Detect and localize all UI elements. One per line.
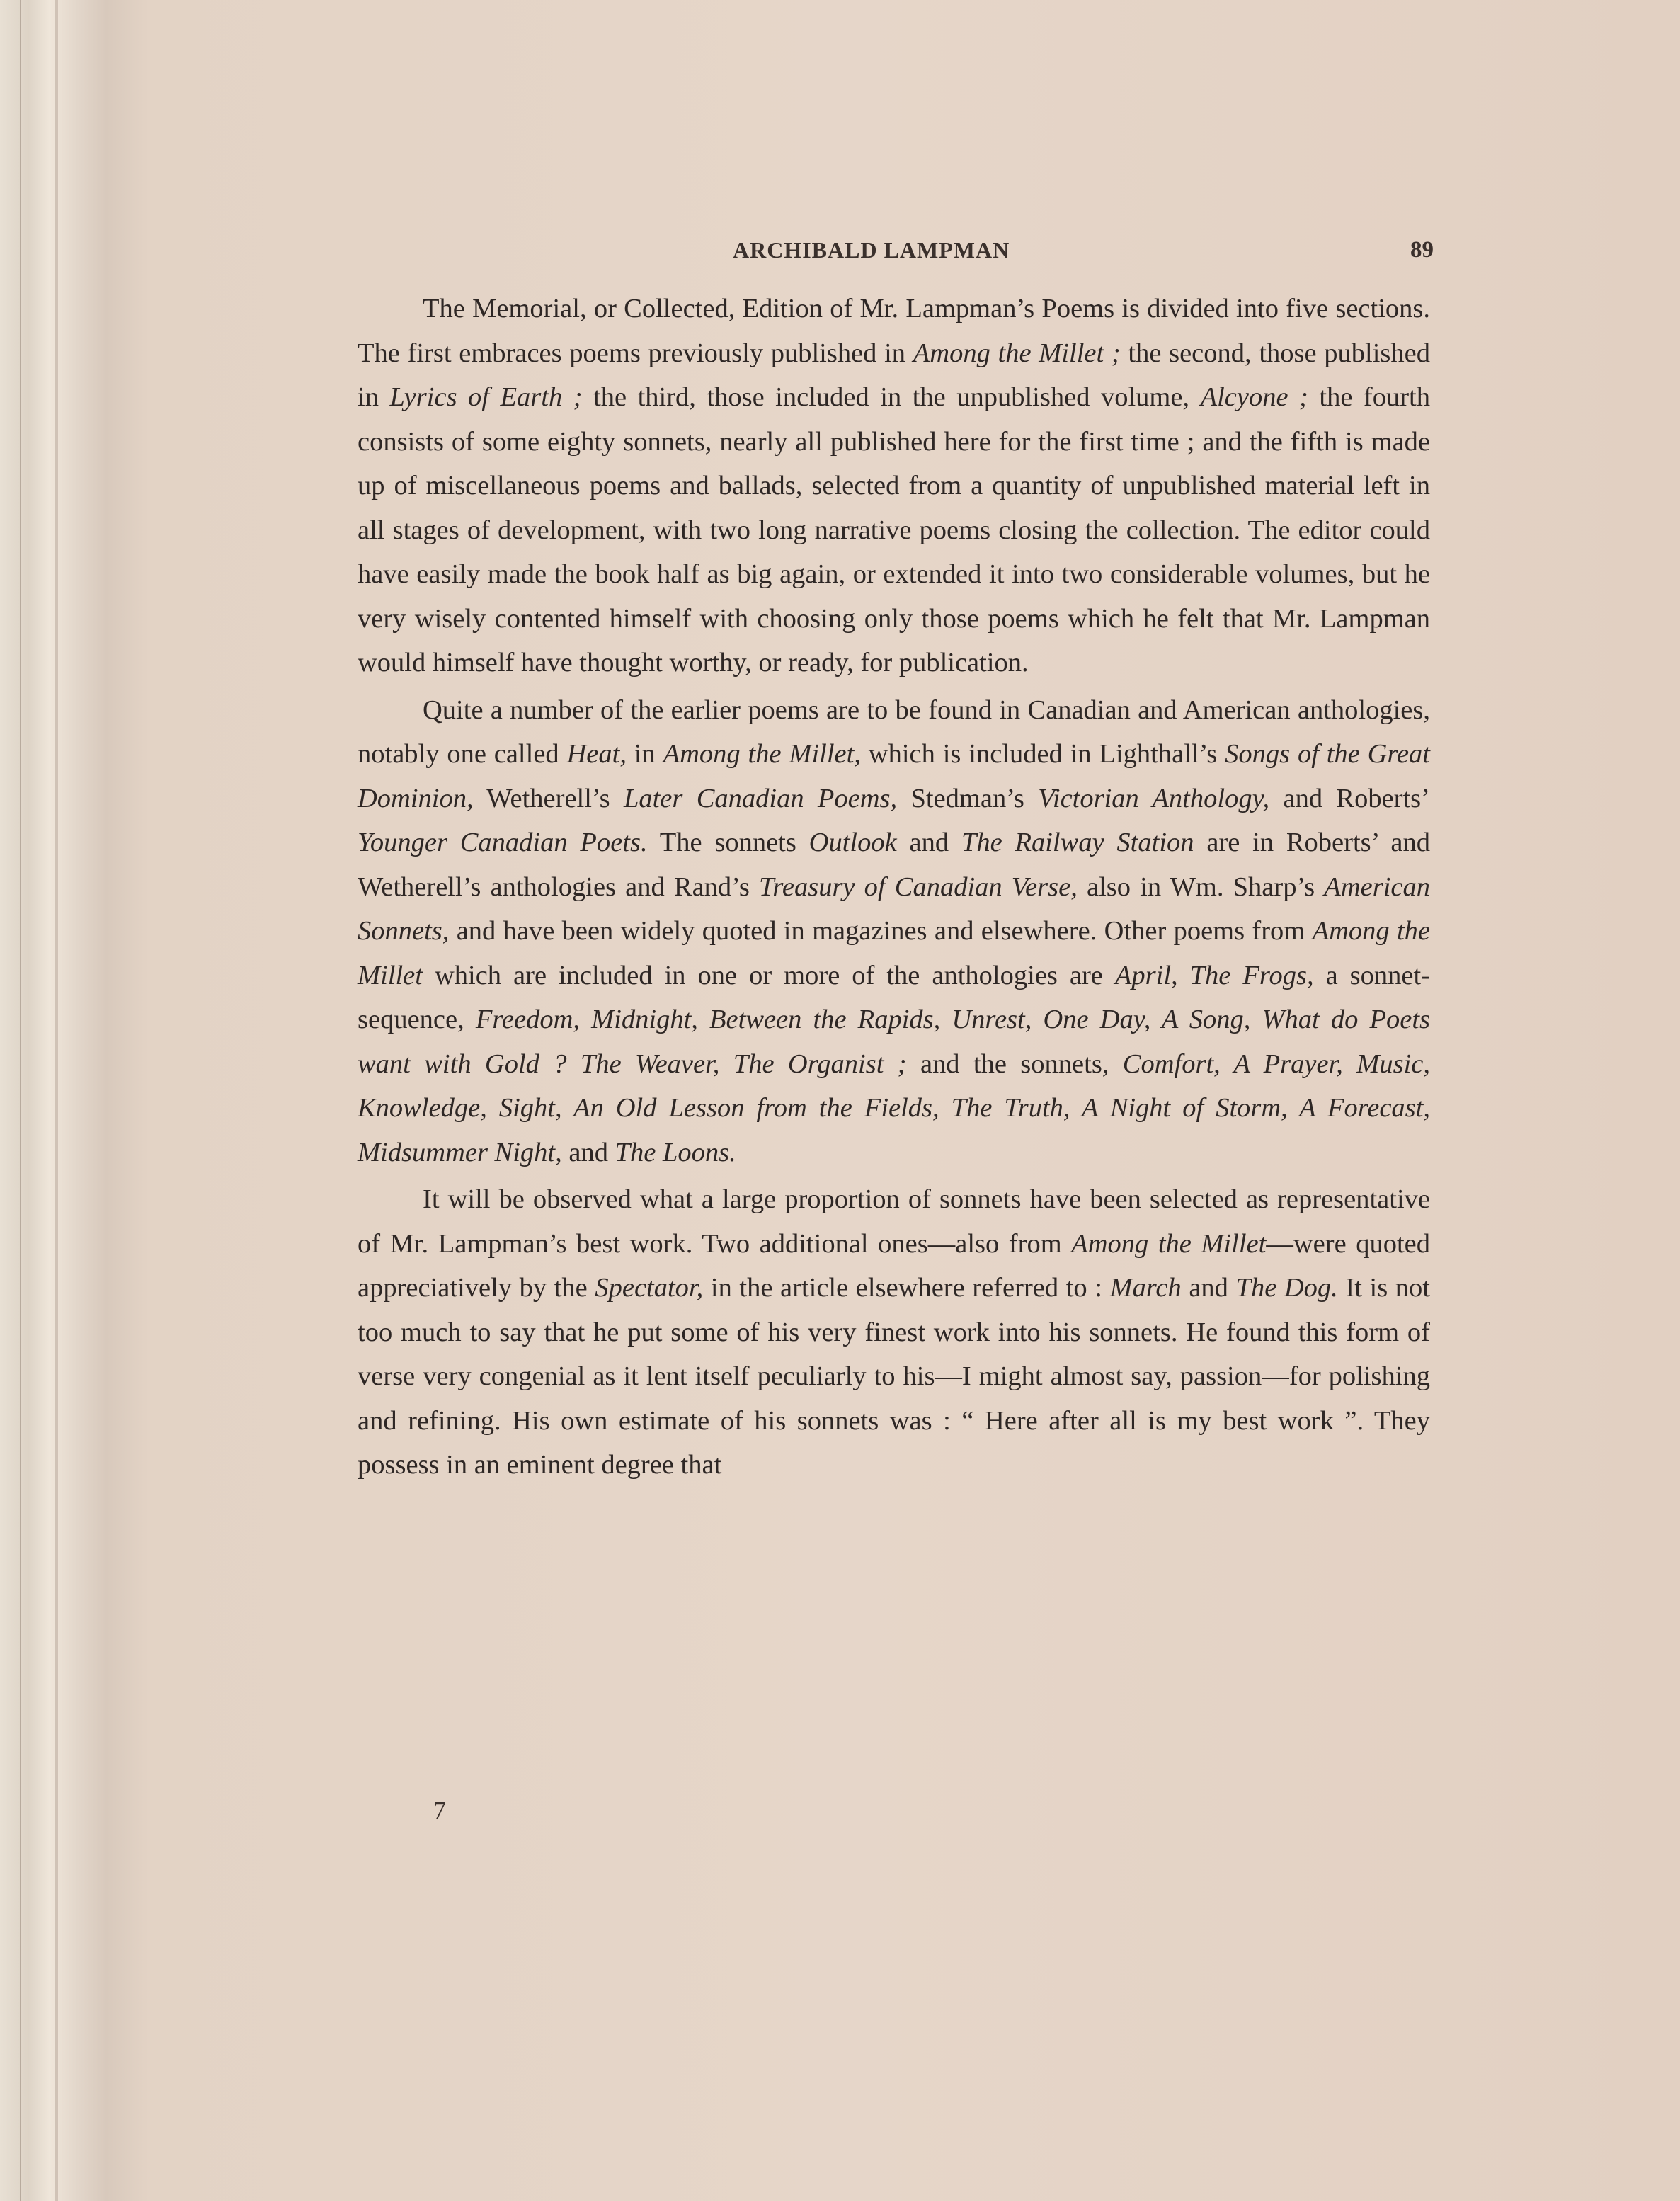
text-run: It will be observed what a large proportion of sonnets have been selected as representative of Mr. Lampman’s best work. Two additional ones—also from: [358, 1184, 1430, 1259]
text-run: and: [561, 1137, 615, 1167]
italic-title: April, The Frogs,: [1114, 960, 1314, 990]
italic-title: Alcyone ;: [1200, 382, 1308, 412]
text-run: are in Roberts’ and Wetherell’s anthologies and Rand’s: [358, 828, 1430, 902]
text-run: which are included in one or more of the anthologies are: [422, 960, 1115, 990]
italic-title: Heat,: [566, 739, 627, 769]
text-run: Wetherell’s: [473, 783, 624, 813]
italic-title: The Railway Station: [961, 828, 1194, 857]
italic-title: Victorian Anthology,: [1038, 783, 1270, 813]
text-run: The sonnets: [647, 828, 809, 857]
text-run: and the sonnets,: [906, 1048, 1123, 1079]
italic-title: Among the Millet: [358, 916, 1430, 990]
italic-title: Lyrics of Earth ;: [389, 382, 583, 412]
italic-title: Among the Millet,: [663, 739, 861, 769]
italic-title: Freedom, Midnight, Between the Rapids, Unrest, One Day, A Song, What do Poets want with Gold ? The Weaver, The Organist ;: [358, 1005, 1430, 1079]
italic-title: American Sonnets,: [358, 871, 1430, 946]
text-run: a sonnet-sequence,: [358, 960, 1430, 1034]
text-run: The Memorial, or Collected, Edition of Mr. Lampman’s Poems is divided into five sections. The first embraces poems previously published in: [358, 294, 1430, 368]
body-text: [358, 287, 1430, 1487]
italic-title: Songs of the Great Dominion,: [358, 739, 1431, 813]
text-run: the fourth consists of some eighty sonnets, nearly all published here for the first time ; and the fifth is made up of miscellaneous poems and ballads, selected from a quantity of unpublished material left in all stages of development, with two long narrative poems closing the collection. The editor could have easily made the book half as big again, or extended it into two considerable volumes, but he very wisely contented himself with choosing only those poems which he felt that Mr. Lampman would himself have thought worthy, or ready, for publication.: [358, 382, 1430, 678]
italic-title: Among the Millet ;: [913, 338, 1121, 368]
italic-title: March: [1109, 1273, 1182, 1303]
text-run: in: [626, 739, 663, 769]
text-run: also in Wm. Sharp’s: [1077, 871, 1325, 902]
text-run: and Roberts’: [1269, 783, 1430, 813]
italic-title: The Dog.: [1235, 1273, 1338, 1303]
italic-title: The Loons.: [615, 1137, 736, 1167]
text-run: the second, those published in: [358, 338, 1430, 412]
text-run: Stedman’s: [897, 783, 1039, 813]
text-run: —were quoted appreciatively by the: [358, 1228, 1430, 1303]
italic-title: Comfort, A Prayer, Music, Knowledge, Sight, An Old Lesson from the Fields, The Truth, A Night of Storm, A Forecast, Midsummer Night,: [358, 1048, 1430, 1167]
paragraph: [358, 688, 1430, 1175]
italic-title: Later Canadian Poems,: [623, 783, 898, 813]
italic-title: Treasury of Canadian Verse,: [759, 871, 1078, 902]
text-run: and: [1181, 1273, 1236, 1303]
text-run: Quite a number of the earlier poems are to be found in Canadian and American anthologies, notably one called: [358, 694, 1430, 769]
italic-title: Younger Canadian Poets.: [358, 828, 648, 857]
text-run: and: [896, 828, 961, 857]
page-number: 89: [1410, 237, 1434, 263]
italic-title: Among the Millet: [1071, 1228, 1267, 1259]
text-run: in the article elsewhere referred to :: [703, 1273, 1110, 1303]
running-title: ARCHIBALD LAMPMAN: [733, 237, 1010, 263]
signature-mark: 7: [433, 1796, 446, 1824]
text-run: the third, those included in the unpublished volume,: [582, 382, 1201, 412]
text-run: It is not too much to say that he put some of his very finest work into his sonnets. He found this form of verse very congenial as it lent itself peculiarly to his—I might almost say, passion—for polishing and refining. His own estimate of his sonnets was : “ Here after all is my best work ”. They possess in an eminent degree that: [358, 1273, 1430, 1480]
paragraph: [358, 287, 1430, 685]
paragraph: [358, 1177, 1430, 1487]
italic-title: Outlook: [808, 828, 897, 857]
italic-title: Spectator,: [595, 1273, 704, 1303]
text-run: and have been widely quoted in magazines and elsewhere. Other poems from: [449, 916, 1313, 946]
running-head: [358, 237, 1434, 273]
text-run: which is included in Lighthall’s: [860, 739, 1225, 769]
